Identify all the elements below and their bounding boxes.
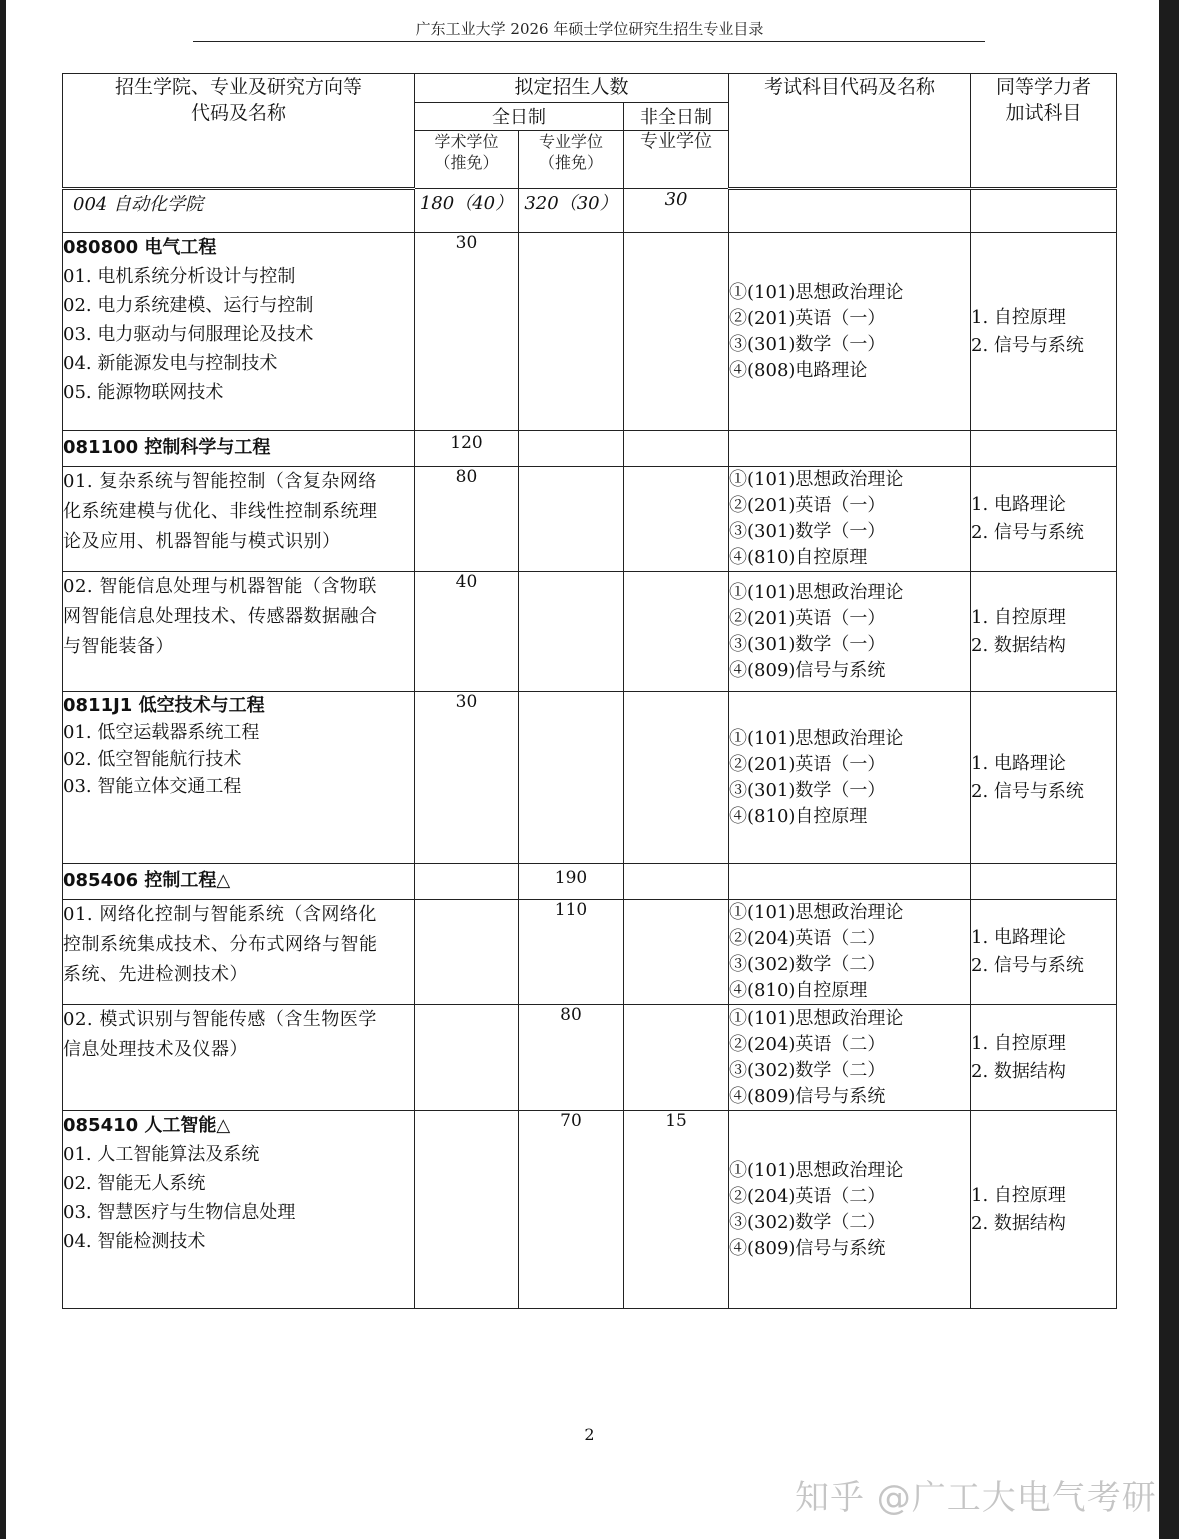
header-fulltime: 全日制 [415,103,624,131]
direction: 02. 智能无人系统 [63,1173,206,1194]
direction: 02. 电力系统建模、运行与控制 [63,295,314,316]
direction: 01. 网络化控制与智能系统（含网络化 控制系统集成技术、分布式网络与智能 系统、先进检测技术） [63,900,415,1005]
table-row [63,233,1117,431]
program-cell [63,1111,415,1309]
academic-quota: 30 [415,692,519,864]
major-title: 085410 人工智能△ [63,1115,231,1136]
enrollment-catalog-table [62,73,1117,1309]
extra-subjects: 1. 电路理论 2. 信号与系统 [971,900,1117,1005]
direction: 01. 人工智能算法及系统 [63,1144,260,1165]
header-professional-parttime: 专业学位 [624,131,729,189]
header-quota-group: 拟定招生人数 [415,74,729,103]
table-row [63,900,1117,1005]
direction: 01. 电机系统分析设计与控制 [63,266,296,287]
table-row [63,572,1117,692]
parttime-quota: 15 [624,1111,729,1309]
direction: 02. 低空智能航行技术 [63,749,242,770]
direction: 03. 电力驱动与伺服理论及技术 [63,324,314,345]
header-professional: 专业学位 （推免） [519,131,624,189]
table-row [63,692,1117,864]
exam-subjects: ①(101)思想政治理论 ②(204)英语（二） ③(302)数学（二） ④(809)信号与系统 [729,1005,971,1111]
extra-subjects: 1. 电路理论 2. 信号与系统 [971,467,1117,572]
header-extra-column: 同等学力者 加试科目 [971,74,1117,189]
extra-subjects: 1. 自控原理 2. 数据结构 [971,1111,1117,1309]
direction: 03. 智慧医疗与生物信息处理 [63,1202,296,1223]
academic-quota: 40 [415,572,519,692]
major-title: 080800 电气工程 [63,237,217,258]
academic-quota: 120 [415,431,519,467]
table-row [63,1005,1117,1111]
major-title: 081100 控制科学与工程 [63,437,271,458]
page-number: 2 [584,1425,595,1444]
header-parttime: 非全日制 [624,103,729,131]
watermark: 知乎 @广工大电气考研 [795,1478,1157,1518]
major-title: 0811J1 低空技术与工程 [63,695,265,716]
professional-quota: 110 [519,900,624,1005]
college-name: 004 自动化学院 [63,189,415,233]
college-academic-quota: 180（40） [415,189,519,233]
academic-quota: 30 [415,233,519,431]
exam-subjects: ①(101)思想政治理论 ②(201)英语（一） ③(301)数学（一） ④(809)信号与系统 [729,572,971,692]
direction: 01. 低空运载器系统工程 [63,722,260,743]
table-row [63,467,1117,572]
program-cell [63,233,415,431]
exam-subjects: ①(101)思想政治理论 ②(201)英语（一） ③(301)数学（一） ④(810)自控原理 [729,692,971,864]
header-program-column: 招生学院、专业及研究方向等 代码及名称 [63,74,415,189]
exam-subjects: ①(101)思想政治理论 ②(204)英语（二） ③(302)数学（二） ④(810)自控原理 [729,900,971,1005]
direction: 02. 智能信息处理与机器智能（含物联 网智能信息处理技术、传感器数据融合 与智能装备） [63,572,415,692]
header-rule [193,41,985,42]
exam-subjects: ①(101)思想政治理论 ②(204)英语（二） ③(302)数学（二） ④(809)信号与系统 [729,1111,971,1309]
table-row [63,864,1117,900]
college-professional-quota: 320（30） [519,189,624,233]
extra-subjects: 1. 自控原理 2. 信号与系统 [971,233,1117,431]
professional-quota: 70 [519,1111,624,1309]
header-academic: 学术学位 （推免） [415,131,519,189]
header-exam-column: 考试科目代码及名称 [729,74,971,189]
college-row [63,189,1117,233]
direction: 03. 智能立体交通工程 [63,776,242,797]
exam-subjects: ①(101)思想政治理论 ②(201)英语（一） ③(301)数学（一） ④(808)电路理论 [729,233,971,431]
program-cell [63,692,415,864]
extra-subjects: 1. 电路理论 2. 信号与系统 [971,692,1117,864]
academic-quota: 80 [415,467,519,572]
professional-quota: 190 [519,864,624,900]
direction: 05. 能源物联网技术 [63,382,224,403]
table-row [63,431,1117,467]
table-row [63,1111,1117,1309]
direction: 04. 智能检测技术 [63,1231,206,1252]
extra-subjects: 1. 自控原理 2. 数据结构 [971,1005,1117,1111]
professional-quota: 80 [519,1005,624,1111]
exam-subjects: ①(101)思想政治理论 ②(201)英语（一） ③(301)数学（一） ④(810)自控原理 [729,467,971,572]
running-head: 广东工业大学 2026 年硕士学位研究生招生专业目录 [415,20,764,38]
college-parttime-quota: 30 [624,189,729,233]
major-title: 085406 控制工程△ [63,870,231,891]
direction: 04. 新能源发电与控制技术 [63,353,278,374]
extra-subjects: 1. 自控原理 2. 数据结构 [971,572,1117,692]
direction: 02. 模式识别与智能传感（含生物医学 信息处理技术及仪器） [63,1005,415,1111]
direction: 01. 复杂系统与智能控制（含复杂网络 化系统建模与优化、非线性控制系统理 论及应用、机器智能与模式识别） [63,467,415,572]
